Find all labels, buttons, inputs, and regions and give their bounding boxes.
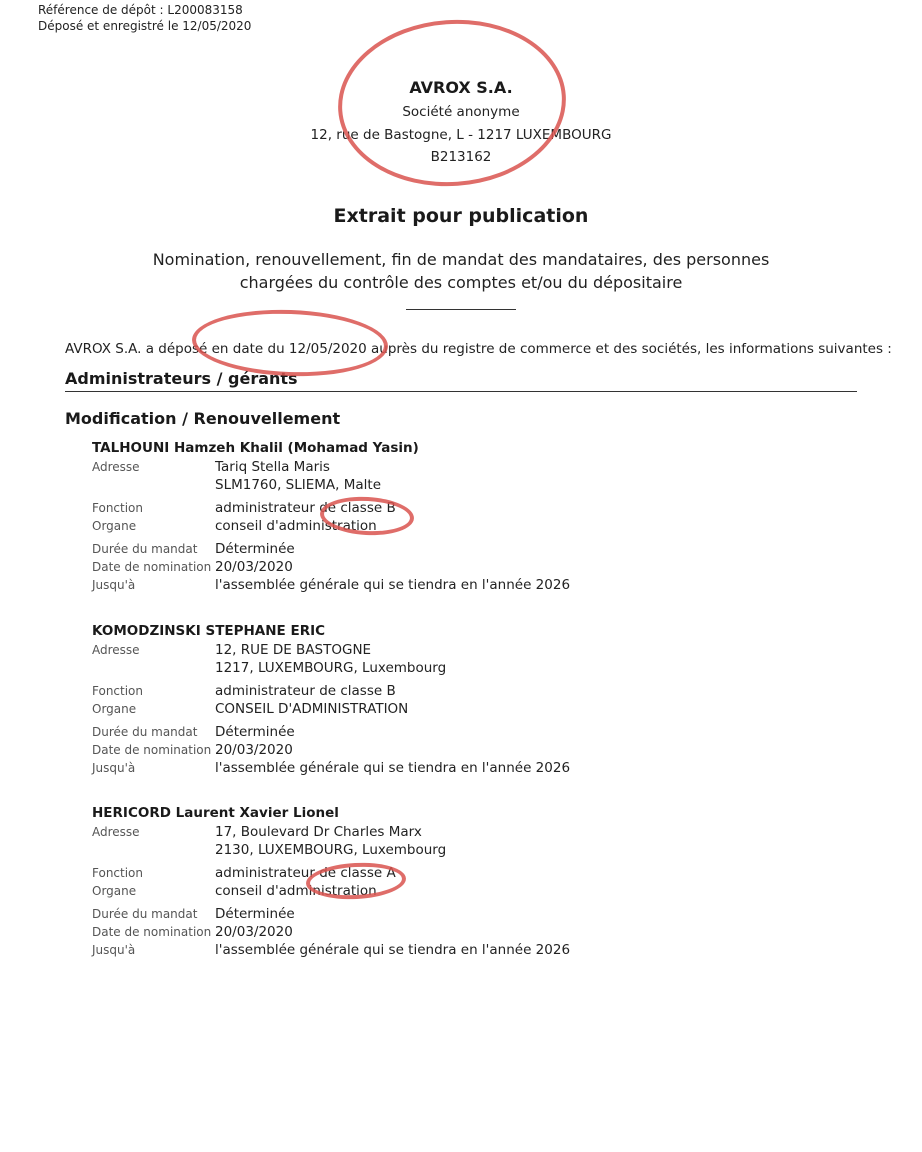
address-line-1: Tariq Stella Maris (215, 459, 330, 475)
duration-value: Déterminée (215, 906, 295, 922)
function-label: Fonction (92, 501, 144, 515)
until-value: l'assemblée générale qui se tiendra en l'année 2026 (215, 760, 571, 776)
duration-label: Durée du mandat (92, 725, 198, 739)
organ-value: conseil d'administration (215, 883, 377, 899)
address-line-2: SLM1760, SLIEMA, Malte (215, 477, 382, 493)
function-value: administrateur de classe B (215, 683, 396, 699)
until-value: l'assemblée générale qui se tiendra en l'année 2026 (215, 577, 571, 593)
organ-label: Organe (92, 884, 137, 898)
section-divider (65, 391, 857, 392)
company-highlight-circle (332, 12, 571, 194)
person-entry (92, 621, 792, 777)
nomination-label: Date de nomination (92, 743, 212, 757)
function-value: administrateur de classe B (215, 500, 396, 516)
address-label: Adresse (92, 460, 140, 474)
address-line-2: 1217, LUXEMBOURG, Luxembourg (215, 660, 447, 676)
function-value: administrateur de classe A (215, 865, 396, 881)
intro-text: AVROX S.A. a déposé en date du 12/05/2020 auprès du registre de commerce et des sociétés, les informations suivantes : (65, 341, 892, 357)
person-entry (92, 438, 792, 594)
nomination-value: 20/03/2020 (215, 742, 293, 758)
title-divider (406, 309, 516, 310)
nomination-label: Date de nomination (92, 560, 212, 574)
subtitle-line-1: Nomination, renouvellement, fin de mandat des mandataires, des personnes (152, 250, 770, 269)
duration-value: Déterminée (215, 541, 295, 557)
address-line-1: 17, Boulevard Dr Charles Marx (215, 824, 422, 840)
page-title: Extrait pour publication (333, 205, 589, 227)
duration-value: Déterminée (215, 724, 295, 740)
company-form: Société anonyme (402, 104, 520, 120)
person-entry (92, 803, 792, 959)
section-title: Administrateurs / gérants (65, 369, 298, 388)
organ-label: Organe (92, 519, 137, 533)
nomination-value: 20/03/2020 (215, 924, 293, 940)
duration-label: Durée du mandat (92, 907, 198, 921)
company-address: 12, rue de Bastogne, L - 1217 LUXEMBOURG (310, 127, 612, 143)
address-line-2: 2130, LUXEMBOURG, Luxembourg (215, 842, 447, 858)
deposit-reference: Référence de dépôt : L200083158 (38, 3, 243, 17)
duration-label: Durée du mandat (92, 542, 198, 556)
organ-label: Organe (92, 702, 137, 716)
person-name: KOMODZINSKI STEPHANE ERIC (92, 623, 326, 639)
until-value: l'assemblée générale qui se tiendra en l'année 2026 (215, 942, 571, 958)
company-name: AVROX S.A. (409, 78, 513, 97)
address-line-1: 12, RUE DE BASTOGNE (215, 642, 372, 658)
subtitle-line-2: chargées du contrôle des comptes et/ou du dépositaire (239, 273, 683, 292)
address-label: Adresse (92, 825, 140, 839)
nomination-label: Date de nomination (92, 925, 212, 939)
until-label: Jusqu'à (92, 761, 136, 775)
company-rcs-number: B213162 (430, 149, 492, 165)
organ-value: CONSEIL D'ADMINISTRATION (215, 701, 409, 717)
nomination-value: 20/03/2020 (215, 559, 293, 575)
address-label: Adresse (92, 643, 140, 657)
until-label: Jusqu'à (92, 943, 136, 957)
subtitle (0, 248, 922, 294)
function-label: Fonction (92, 866, 144, 880)
function-label: Fonction (92, 684, 144, 698)
organ-value: conseil d'administration (215, 518, 377, 534)
person-name: TALHOUNI Hamzeh Khalil (Mohamad Yasin) (92, 440, 419, 456)
person-name: HERICORD Laurent Xavier Lionel (92, 805, 339, 821)
until-label: Jusqu'à (92, 578, 136, 592)
subsection-title: Modification / Renouvellement (65, 409, 341, 428)
deposit-date: Déposé et enregistré le 12/05/2020 (38, 19, 252, 33)
